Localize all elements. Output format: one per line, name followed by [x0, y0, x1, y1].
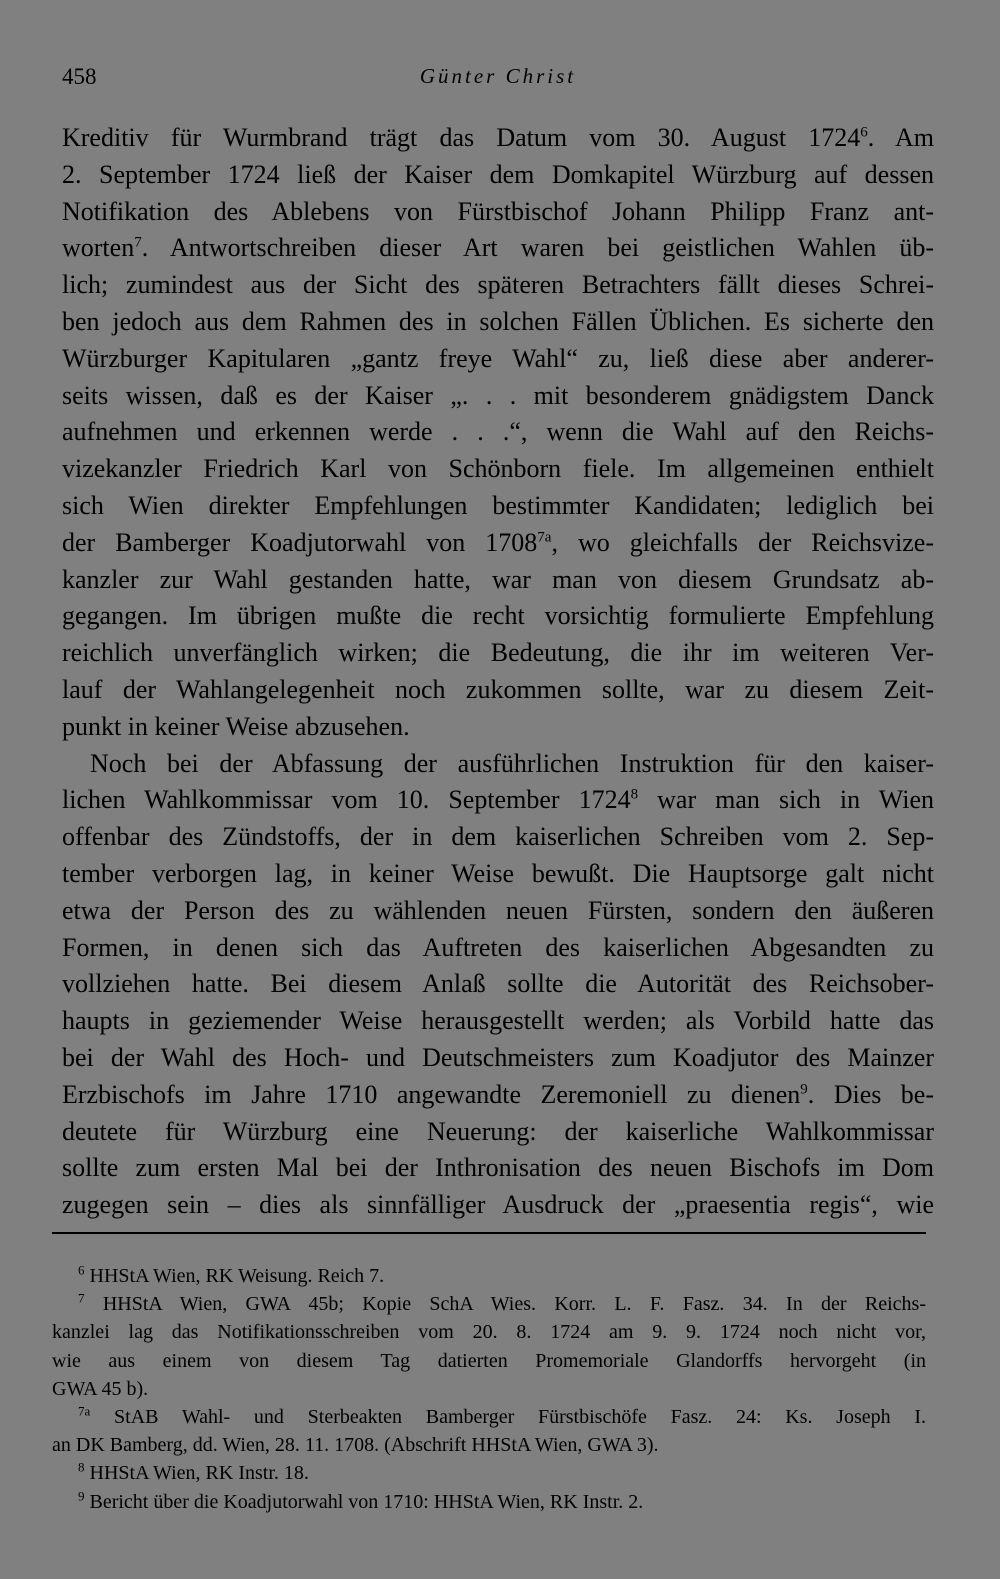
footnote [52, 1403, 926, 1459]
body-line-text: ben jedoch aus dem Rahmen des in solchen Fällen Üblichen. Es sicherte den [62, 306, 934, 336]
body-line-text: tember verborgen lag, in keiner Weise bewußt. Die Hauptsorge galt nicht [62, 858, 934, 888]
body-line [62, 488, 934, 525]
footnote-text: kanzlei lag das Notifikationsschreiben vom 20. 8. 1724 am 9. 9. 1724 noch nicht vor, [52, 1321, 926, 1344]
body-line-text: zugegen sein – dies als sinnfälliger Ausdruck der „praesentia regis“, wie [62, 1190, 934, 1220]
footnote-reference: 7 [134, 234, 142, 251]
body-line [62, 966, 934, 1003]
footnote [52, 1290, 926, 1403]
body-line-text: punkt in keiner Weise abzusehen. [62, 711, 410, 741]
body-line-text: lauf der Wahlangelegenheit noch zukommen sollte, war zu diesem Zeit- [62, 674, 934, 704]
body-line-text: Formen, in denen sich das Auftreten des kaiserlichen Abgesandten zu [62, 932, 934, 962]
page-header [62, 64, 934, 94]
body-line [62, 856, 934, 893]
body-line [62, 157, 934, 194]
footnote-line [52, 1290, 926, 1318]
footnote [52, 1488, 926, 1516]
body-line [62, 893, 934, 930]
body-line-text: . Antwortschreiben dieser Art waren bei geistlichen Wahlen üb- [141, 233, 934, 263]
body-line [62, 598, 934, 635]
body-line-text: offenbar des Zündstoffs, der in dem kaiserlichen Schreiben vom 2. Sep- [62, 822, 934, 852]
body-line [62, 194, 934, 231]
body-line-text: aufnehmen und erkennen werde . . .“, wenn die Wahl auf den Reichs- [62, 417, 934, 447]
body-line-text: lichen Wahlkommissar vom 10. September 1724 [62, 785, 631, 815]
footnote [52, 1459, 926, 1487]
page-number: 458 [62, 64, 97, 89]
body-line-text: lich; zumindest aus der Sicht des späteren Betrachters fällt dieses Schrei- [62, 270, 934, 300]
footnote-text: wie aus einem von diesem Tag datierten Promemoriale Glandorffs hervorgeht (in [52, 1349, 926, 1372]
body-line [62, 672, 934, 709]
body-line-text: . Dies be- [807, 1079, 934, 1109]
body-line-text: etwa der Person des zu wählenden neuen Fürsten, sondern den äußeren [62, 895, 934, 925]
body-line-text: war man sich in Wien [638, 785, 934, 815]
body-line [62, 267, 934, 304]
body-line-text: , wo gleichfalls der Reichsvize- [551, 527, 934, 557]
body-line-text: . Am [867, 123, 934, 152]
footnote [52, 1262, 926, 1290]
footnote-marker: 6 [78, 1262, 85, 1278]
body-line [62, 414, 934, 451]
footnote-text: HHStA Wien, GWA 45b; Kopie SchA Wies. Korr. L. F. Fasz. 34. In der Reichs- [102, 1293, 926, 1316]
body-line-text: sollte zum ersten Mal bei der Inthronisation des neuen Bischofs im Dom [62, 1153, 934, 1183]
body-line [62, 304, 934, 341]
body-line-text: reichlich unverfänglich wirken; die Bedeutung, die ihr im weiteren Ver- [62, 638, 934, 668]
footnote-line [52, 1347, 926, 1375]
body-line [62, 1187, 934, 1224]
body-text [62, 120, 934, 1224]
body-line [62, 230, 934, 267]
body-line [62, 1150, 934, 1187]
body-line [62, 709, 934, 746]
footnote-text: HHStA Wien, RK Weisung. Reich 7. [89, 1265, 385, 1287]
body-line-text: Würzburger Kapitularen „gantz freye Wahl“ zu, ließ diese aber anderer- [62, 343, 934, 373]
body-line [62, 782, 934, 819]
footnote-line [52, 1375, 926, 1403]
body-line [62, 930, 934, 967]
body-line-text: kanzler zur Wahl gestanden hatte, war man von diesem Grundsatz ab- [62, 564, 934, 594]
footnote-line [52, 1488, 926, 1516]
footnote-line [52, 1262, 926, 1290]
body-line-text: 2. September 1724 ließ der Kaiser dem Domkapitel Würzburg auf dessen [62, 159, 934, 189]
body-line [62, 562, 934, 599]
footnote-marker: 7a [78, 1403, 91, 1419]
footnote-text: HHStA Wien, RK Instr. 18. [89, 1462, 309, 1485]
body-line [62, 120, 934, 157]
footnote-line [52, 1403, 926, 1431]
body-line [62, 1003, 934, 1040]
body-line-text: worten [62, 233, 135, 263]
body-line-text: seits wissen, daß es der Kaiser „. . . mit besonderem gnädigstem Danck [62, 380, 934, 410]
body-line-text: sich Wien direkter Empfehlungen bestimmter Kandidaten; lediglich bei [62, 490, 934, 520]
footnote-reference: 8 [630, 786, 639, 803]
footnote-marker: 8 [78, 1459, 85, 1475]
footnote-line [52, 1431, 926, 1459]
body-line [62, 525, 934, 562]
footnote-reference: 6 [860, 124, 868, 141]
body-line [62, 1114, 934, 1151]
footnotes [52, 1262, 926, 1516]
body-line [62, 746, 934, 783]
body-line-text: Noch bei der Abfassung der ausführlichen Instruktion für den kaiser- [90, 748, 934, 778]
body-line-text: haupts in geziemender Weise herausgestellt werden; als Vorbild hatte das [62, 1006, 934, 1036]
body-line-text: Notifikation des Ablebens von Fürstbischof Johann Philipp Franz ant- [62, 196, 934, 226]
footnote-text: Bericht über die Koadjutorwahl von 1710: HHStA Wien, RK Instr. 2. [89, 1490, 644, 1513]
footnote-text: GWA 45 b). [52, 1377, 149, 1400]
footnote-text: StAB Wahl- und Sterbeakten Bamberger Fürstbischöfe Fasz. 24: Ks. Joseph I. [114, 1405, 926, 1428]
footnote-line [52, 1459, 926, 1487]
body-line [62, 1077, 934, 1114]
body-line [62, 341, 934, 378]
body-line-text: Erzbischofs im Jahre 1710 angewandte Zeremoniell zu dienen [62, 1079, 801, 1109]
footnote-marker: 9 [78, 1487, 85, 1503]
footnote-marker: 7 [78, 1290, 85, 1306]
body-line-text: der Bamberger Koadjutorwahl von 1708 [62, 527, 538, 557]
body-line [62, 1040, 934, 1077]
body-line-text: vollziehen hatte. Bei diesem Anlaß sollte die Autorität des Reichsober- [62, 969, 934, 999]
footnote-rule [52, 1232, 926, 1234]
body-line [62, 378, 934, 415]
body-line-text: Kreditiv für Wurmbrand trägt das Datum vom 30. August 1724 [62, 123, 861, 152]
footnote-line [52, 1318, 926, 1346]
running-head: Günter Christ [419, 64, 577, 88]
body-line-text: deutete für Würzburg eine Neuerung: der kaiserliche Wahlkommissar [62, 1116, 934, 1146]
body-line [62, 635, 934, 672]
body-line [62, 451, 934, 488]
footnote-reference: 7a [537, 529, 552, 546]
body-line-text: bei der Wahl des Hoch- und Deutschmeisters zum Koadjutor des Mainzer [62, 1042, 934, 1072]
footnote-text: an DK Bamberg, dd. Wien, 28. 11. 1708. (Abschrift HHStA Wien, GWA 3). [52, 1434, 659, 1457]
footnote-reference: 9 [800, 1081, 808, 1098]
body-line-text: gegangen. Im übrigen mußte die recht vorsichtig formulierte Empfehlung [62, 601, 934, 631]
body-line [62, 819, 934, 856]
body-line-text: vizekanzler Friedrich Karl von Schönborn fiele. Im allgemeinen enthielt [62, 454, 934, 484]
